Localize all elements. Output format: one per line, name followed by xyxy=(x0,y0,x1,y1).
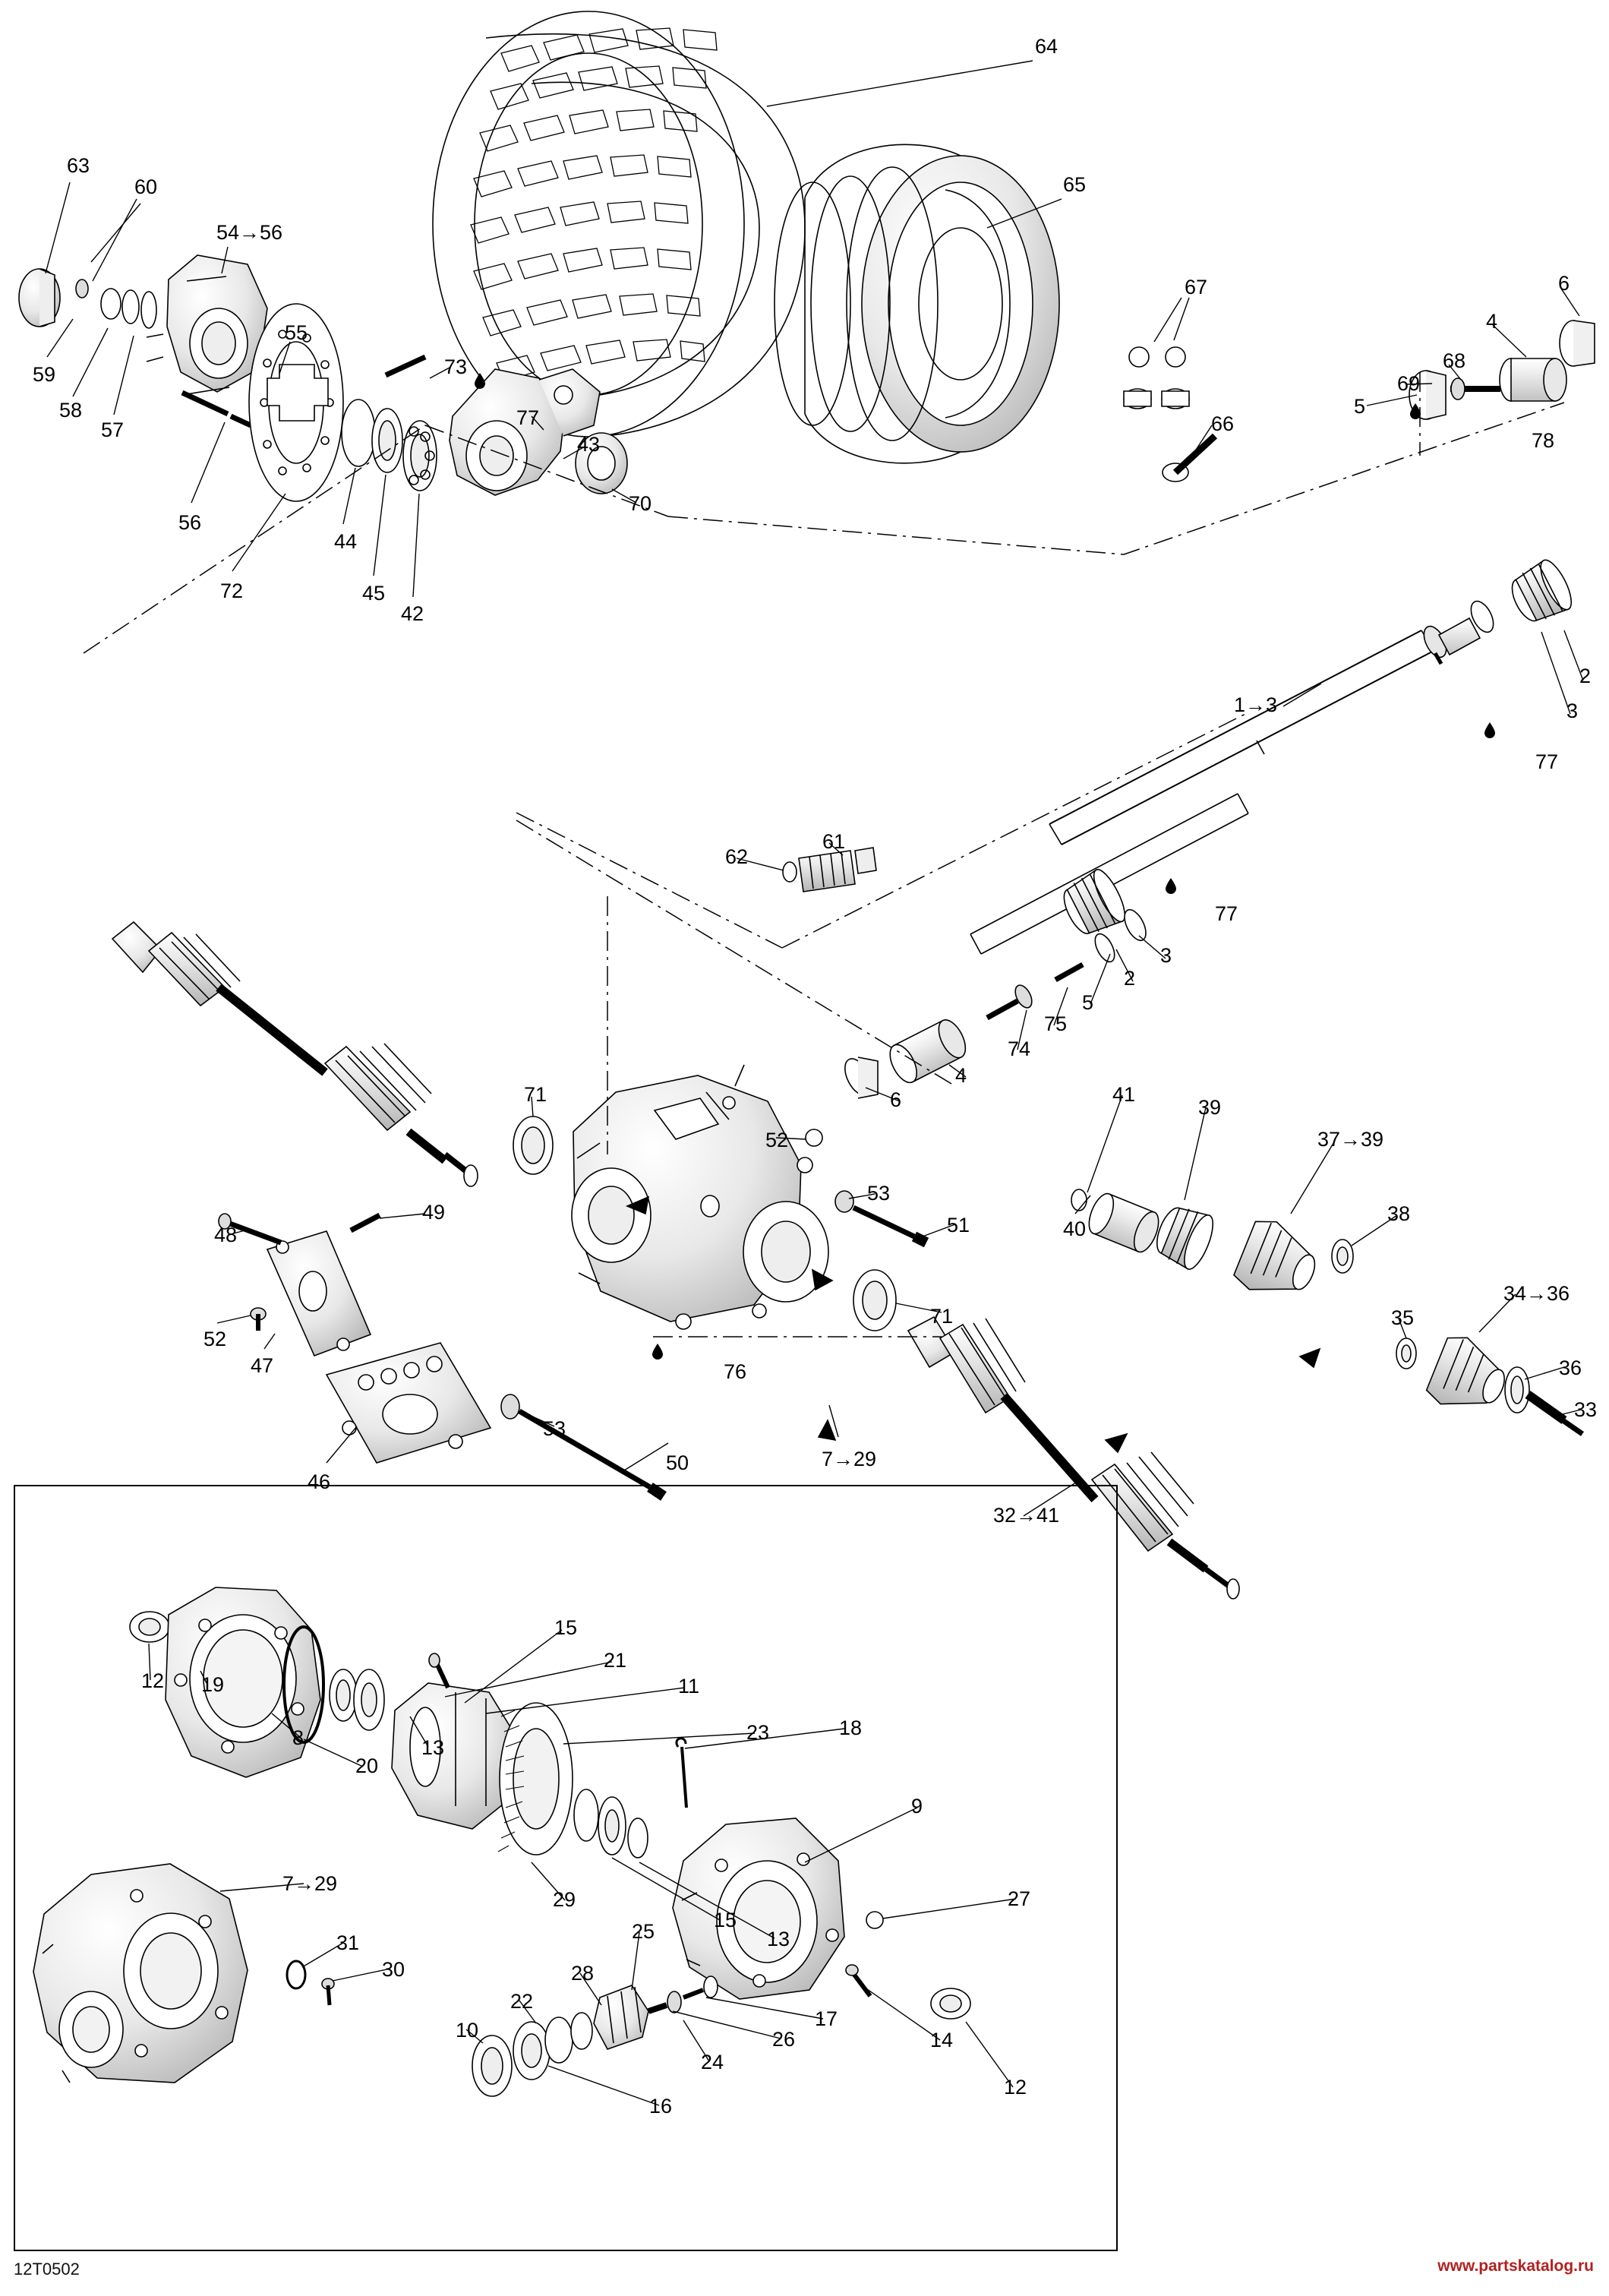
callout-label: 67 xyxy=(1185,276,1208,298)
callout-label: 7→29 xyxy=(282,1872,338,1895)
callout-label: 17 xyxy=(815,2007,838,2030)
callout-label: 65 xyxy=(1063,173,1087,196)
callout-label: 28 xyxy=(571,1962,595,1985)
callout-label: 61 xyxy=(822,830,846,853)
callout-label: 47 xyxy=(251,1354,274,1377)
callout-label: 24 xyxy=(701,2051,724,2073)
callout-label: 43 xyxy=(577,433,601,456)
callout-label: 26 xyxy=(772,2028,796,2051)
callout-label: 37→39 xyxy=(1317,1128,1384,1151)
callout-label: 16 xyxy=(649,2095,673,2118)
callout-label: 56 xyxy=(178,511,202,534)
callout-label: 19 xyxy=(201,1673,225,1696)
callout-label: 62 xyxy=(725,845,749,868)
callout-label: 40 xyxy=(1063,1217,1087,1240)
oil-drop-icon xyxy=(1409,403,1421,419)
callout-label: 59 xyxy=(33,363,56,386)
callout-label: 27 xyxy=(1008,1887,1031,1910)
callout-label: 54→56 xyxy=(216,221,283,244)
callout-label: 39 xyxy=(1198,1096,1222,1119)
callout-label: 5 xyxy=(1082,991,1094,1014)
callout-label: 13 xyxy=(767,1928,790,1950)
callout-label: 15 xyxy=(554,1616,578,1639)
callout-label: 53 xyxy=(543,1417,566,1440)
callout-label: 70 xyxy=(629,492,652,515)
callout-label: 12 xyxy=(141,1669,165,1692)
callout-label: 2 xyxy=(1579,665,1592,687)
callout-label: 38 xyxy=(1387,1202,1411,1225)
callout-label: 22 xyxy=(510,1990,534,2013)
oil-drop-icon xyxy=(651,1343,664,1360)
callout-label: 71 xyxy=(524,1083,547,1106)
callout-label: 77 xyxy=(1215,902,1238,925)
callout-label: 23 xyxy=(746,1721,770,1744)
callout-label: 9 xyxy=(911,1795,923,1818)
callout-label: 52 xyxy=(765,1129,789,1151)
callout-label: 50 xyxy=(666,1451,689,1474)
callout-label: 12 xyxy=(1004,2076,1027,2099)
oil-drop-icon xyxy=(474,372,486,389)
watermark: www.partskatalog.ru xyxy=(1437,2257,1594,2275)
callout-label: 78 xyxy=(1532,429,1555,452)
callout-label: 25 xyxy=(632,1920,655,1943)
callout-label: 77 xyxy=(1535,750,1559,773)
callout-label: 76 xyxy=(724,1360,747,1383)
oil-drop-icon xyxy=(1484,722,1496,738)
callout-label: 64 xyxy=(1035,35,1058,58)
callout-label: 33 xyxy=(1574,1398,1598,1421)
callout-label: 13 xyxy=(421,1736,445,1759)
callout-label: 44 xyxy=(334,530,358,553)
callout-label: 5 xyxy=(1354,395,1366,418)
callout-label: 52 xyxy=(203,1328,227,1350)
callout-label: 69 xyxy=(1397,372,1421,395)
callout-label: 72 xyxy=(220,580,244,602)
callout-label: 4 xyxy=(955,1064,967,1087)
callout-label: 15 xyxy=(714,1909,737,1931)
callout-label: 63 xyxy=(67,154,90,177)
callout-label: 66 xyxy=(1211,412,1235,435)
callout-label: 1→3 xyxy=(1234,693,1278,716)
callout-label: 71 xyxy=(930,1305,954,1328)
callout-label: 3 xyxy=(1160,944,1172,967)
callout-label: 6 xyxy=(1558,272,1570,295)
callout-label: 6 xyxy=(890,1088,902,1111)
callout-label: 51 xyxy=(947,1214,970,1236)
callout-label: 32→41 xyxy=(993,1504,1060,1527)
callout-label: 34→36 xyxy=(1503,1282,1570,1305)
callout-label: 35 xyxy=(1391,1306,1415,1329)
callout-label: 58 xyxy=(59,399,83,422)
callout-label: 3 xyxy=(1566,700,1579,722)
callout-label: 68 xyxy=(1443,349,1466,372)
page-code: 12T0502 xyxy=(14,2260,80,2279)
oil-drop-icon xyxy=(1165,877,1177,894)
callout-label: 77 xyxy=(516,406,540,429)
callout-label: 45 xyxy=(362,582,386,605)
callout-label: 36 xyxy=(1559,1356,1582,1379)
callout-label: 57 xyxy=(101,418,125,441)
callout-label: 20 xyxy=(355,1754,379,1777)
callout-label: 74 xyxy=(1008,1037,1031,1060)
callout-label: 7→29 xyxy=(822,1448,877,1470)
callout-label: 46 xyxy=(308,1470,331,1493)
callout-label: 48 xyxy=(214,1224,238,1246)
callout-label: 49 xyxy=(422,1201,446,1224)
callout-label: 8 xyxy=(292,1726,304,1749)
callout-label: 2 xyxy=(1124,967,1136,990)
callout-label: 14 xyxy=(930,2029,954,2051)
callout-label: 10 xyxy=(456,2019,479,2042)
callout-label: 4 xyxy=(1486,310,1498,333)
callout-label: 73 xyxy=(444,355,468,378)
callout-label: 75 xyxy=(1044,1012,1068,1035)
callout-label: 53 xyxy=(867,1182,891,1205)
callout-label: 60 xyxy=(134,175,158,198)
callout-label: 31 xyxy=(336,1931,360,1954)
callout-label: 30 xyxy=(382,1958,405,1981)
lower-detail-panel xyxy=(14,1485,1118,2251)
callout-label: 21 xyxy=(604,1649,627,1672)
callout-label: 42 xyxy=(401,602,424,625)
callout-label: 18 xyxy=(839,1716,863,1739)
callout-label: 41 xyxy=(1112,1083,1136,1106)
callout-label: 29 xyxy=(553,1888,576,1911)
callout-label: 55 xyxy=(285,321,308,344)
callout-label: 11 xyxy=(678,1675,700,1698)
